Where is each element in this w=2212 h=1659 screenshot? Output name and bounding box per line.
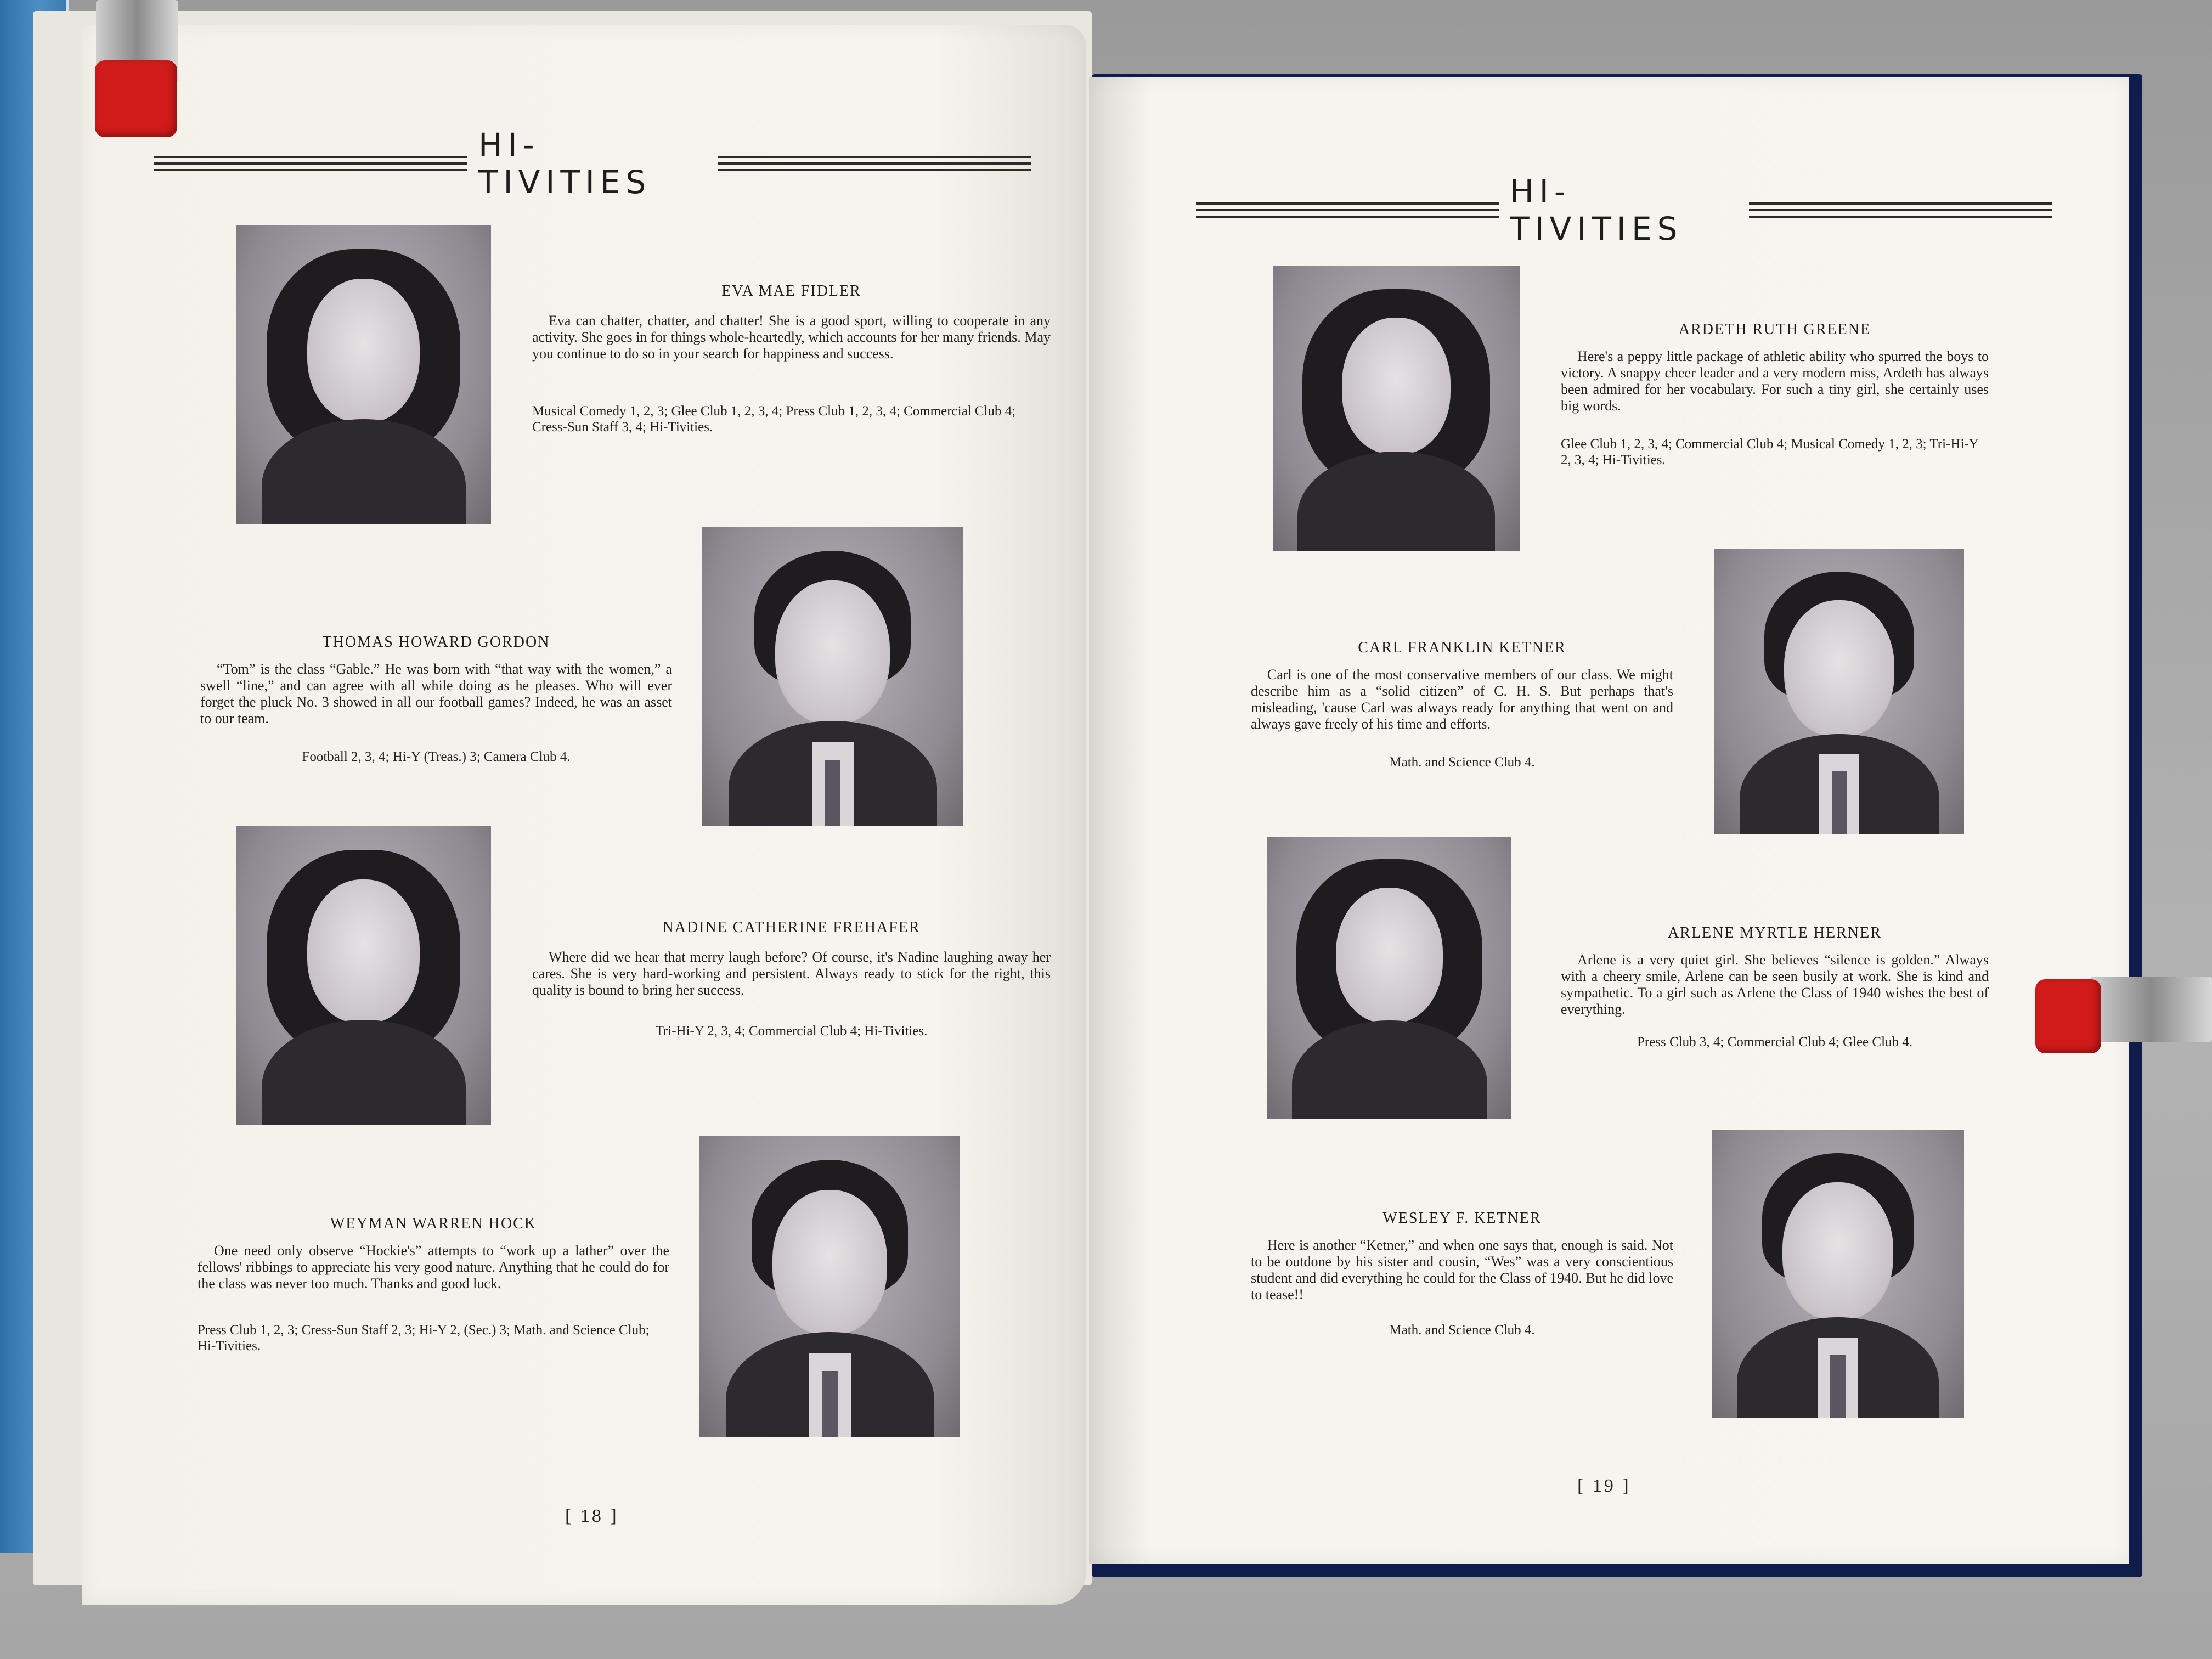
student-activities: Press Club 1, 2, 3; Cress-Sun Staff 2, 3; Hi-Y 2, (Sec.) 3; Math. and Science Club; Hi-Tivities.: [198, 1323, 650, 1353]
student-bio: Where did we hear that merry laugh before? Of course, it's Nadine laughing away her cares. She is very hard-working and persistent. Always ready to stick for the right, this quality is bound to bring her success.: [532, 949, 1051, 998]
student-activities: Musical Comedy 1, 2, 3; Glee Club 1, 2, 3, 4; Press Club 1, 2, 3, 4; Commercial Club 4; Cress-Sun Staff 3, 4; Hi-Tivities.: [532, 404, 1016, 435]
right-page: [1089, 77, 2129, 1564]
portrait-photo: [699, 1136, 960, 1437]
binder-clip-right: [2030, 966, 2212, 1064]
header-rule: [154, 156, 467, 171]
student-bio: Carl is one of the most conservative members of our class. We might describe him as a “solid citizen” of C. H. S. But perhaps that's misleading, 'cause Carl was always ready for anything that went on and always gave freely of his time and efforts.: [1251, 667, 1673, 732]
student-name: NADINE CATHERINE FREHAFER: [662, 919, 921, 936]
student-activities: Glee Club 1, 2, 3, 4; Commercial Club 4; Musical Comedy 1, 2, 3; Tri-Hi-Y 2, 3, 4; Hi-Tivities.: [1561, 437, 1978, 467]
student-activities: Press Club 3, 4; Commercial Club 4; Glee Club 4.: [1637, 1035, 1913, 1049]
student-name: ARDETH RUTH GREENE: [1678, 321, 1871, 338]
student-activities: Tri-Hi-Y 2, 3, 4; Commercial Club 4; Hi-Tivities.: [655, 1024, 928, 1039]
portrait-photo: [236, 225, 491, 524]
page-header-title: HI-TIVITIES: [478, 126, 652, 201]
header-rule: [718, 156, 1031, 171]
student-bio: Eva can chatter, chatter, and chatter! She is a good sport, willing to cooperate in any activity. She goes in for things whole-heartedly, which accounts for her many friends. May you continue to do so in your search for happiness and success.: [532, 313, 1051, 362]
student-activities: Math. and Science Club 4.: [1389, 1323, 1535, 1338]
student-name: CARL FRANKLIN KETNER: [1358, 639, 1566, 656]
student-name: WEYMAN WARREN HOCK: [330, 1215, 537, 1232]
student-bio: One need only observe “Hockie's” attempts to “work up a lather” over the fellows' ribbings to appreciate his very good nature. Anything that he could do for the class was never too much. Thanks and good luck.: [198, 1243, 669, 1291]
student-name: THOMAS HOWARD GORDON: [322, 634, 550, 651]
page-header-right: [1196, 173, 2052, 247]
header-rule: [1749, 202, 2052, 218]
binder-clip-top: [91, 0, 189, 143]
header-rule: [1196, 202, 1499, 218]
student-activities: Football 2, 3, 4; Hi-Y (Treas.) 3; Camera Club 4.: [302, 749, 571, 764]
page-number: [ 18 ]: [565, 1506, 619, 1526]
student-name: WESLEY F. KETNER: [1383, 1210, 1542, 1227]
student-bio: Arlene is a very quiet girl. She believes “silence is golden.” Always with a cheery smile, Arlene can be seen busily at work. She is kind and sympathetic. To a girl such as Arlene the Class of 1940 wishes the best of everything.: [1561, 952, 1989, 1017]
portrait-photo: [1273, 266, 1520, 551]
page-header-title: HI-TIVITIES: [1510, 173, 1683, 247]
portrait-photo: [1714, 549, 1964, 834]
portrait-photo: [236, 826, 491, 1125]
student-name: ARLENE MYRTLE HERNER: [1668, 924, 1882, 941]
portrait-photo: [1267, 837, 1511, 1119]
left-page: [82, 25, 1086, 1605]
page-number: [ 19 ]: [1577, 1476, 1631, 1496]
student-bio: Here's a peppy little package of athletic ability who spurred the boys to victory. A snappy cheer leader and a very modern miss, Ardeth has always been admired for her vocabulary. For such a tiny girl, she certainly uses big words.: [1561, 348, 1989, 414]
portrait-photo: [702, 527, 963, 826]
student-name: EVA MAE FIDLER: [721, 283, 861, 300]
page-header-left: [154, 126, 1031, 201]
student-bio: “Tom” is the class “Gable.” He was born with “that way with the women,” a swell “line,” and can agree with all while doing as he pleases. Who will ever forget the pluck No. 3 showed in all our football games? Indeed, he was an asset to our team.: [200, 661, 672, 726]
student-activities: Math. and Science Club 4.: [1389, 755, 1535, 770]
student-bio: Here is another “Ketner,” and when one says that, enough is said. Not to be outdone by his sister and cousin, “Wes” was a very conscientious student and did everything he could for the Class of 1940. But he did love to tease!!: [1251, 1237, 1673, 1302]
portrait-photo: [1712, 1130, 1964, 1418]
